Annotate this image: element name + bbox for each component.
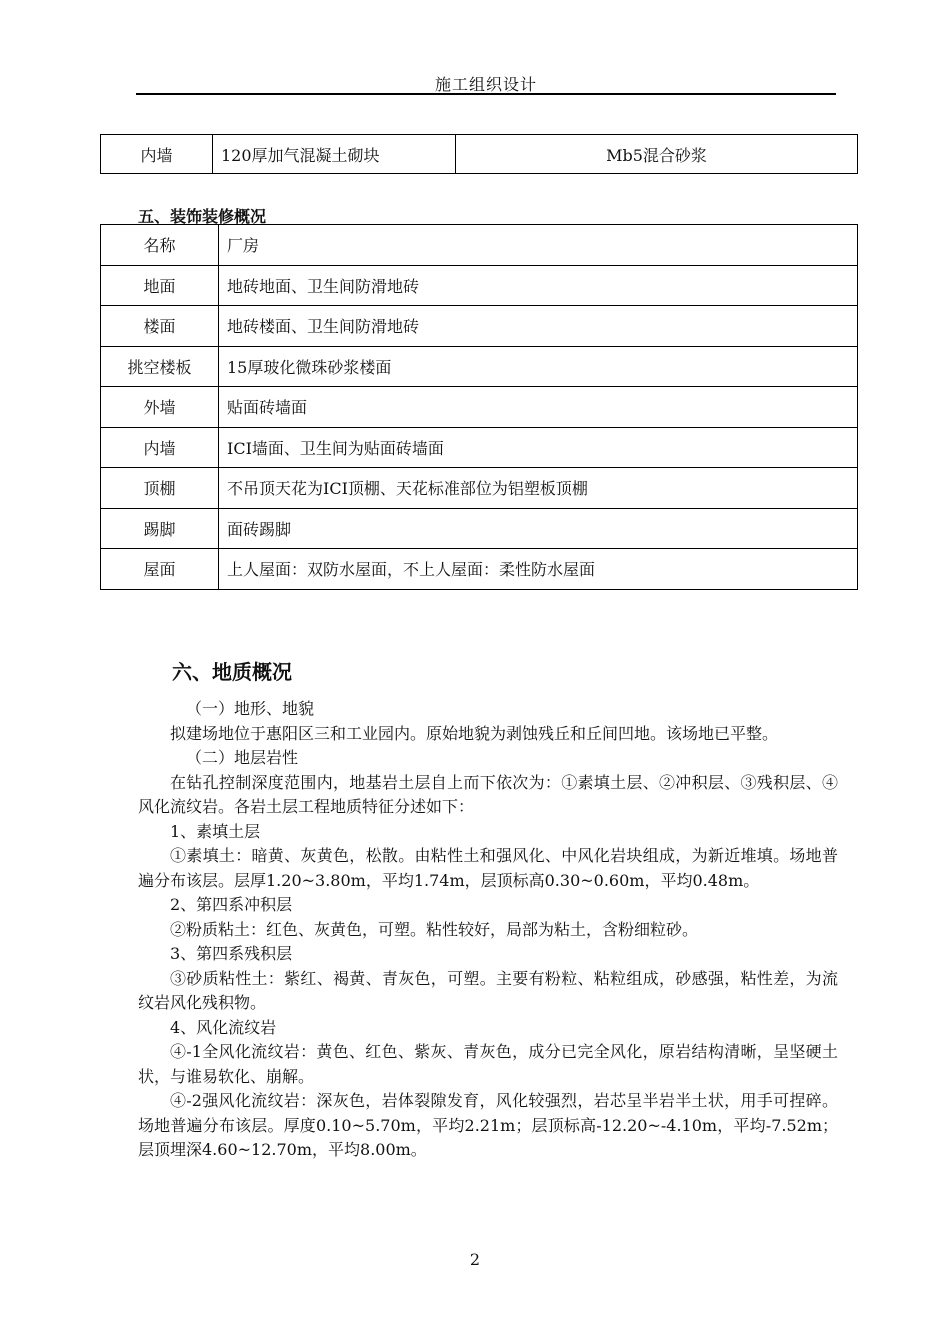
table-row <box>101 265 858 306</box>
row-value: 厂房 <box>219 225 858 266</box>
subheading: 2、第四系冲积层 <box>170 895 293 914</box>
row-value: 15厚玻化微珠砂浆楼面 <box>219 346 858 387</box>
row-value: 地砖楼面、卫生间防滑地砖 <box>219 306 858 347</box>
row-label: 内墙 <box>101 427 219 468</box>
paragraph: 在钻孔控制深度范围内，地基岩土层自上而下依次为：①素填土层、②冲积层、③残积层、④风化流纹岩。各岩土层工程地质特征分述如下： <box>138 772 838 816</box>
wall-table <box>100 134 858 174</box>
row-label: 楼面 <box>101 306 219 347</box>
table-row <box>101 427 858 468</box>
row-label: 屋面 <box>101 549 219 590</box>
subheading: （二）地层岩性 <box>186 748 299 767</box>
decoration-section-title: 五、装饰装修概况 <box>138 207 267 226</box>
paragraph: ②粉质粘土：红色、灰黄色，可塑。粘性较好，局部为粘土，含粉细粒砂。 <box>170 919 699 939</box>
row-value: ICI墙面、卫生间为贴面砖墙面 <box>219 427 858 468</box>
wall-material: 120厚加气混凝土砌块 <box>213 135 456 174</box>
paragraph: 拟建场地位于惠阳区三和工业园内。原始地貌为剥蚀残丘和丘间凹地。该场地已平整。 <box>170 723 779 743</box>
row-label: 顶棚 <box>101 468 219 509</box>
table-row <box>101 387 858 428</box>
row-label: 名称 <box>101 225 219 266</box>
decoration-table <box>100 224 858 590</box>
wall-mortar: Mb5混合砂浆 <box>456 135 858 174</box>
row-value: 不吊顶天花为ICI顶棚、天花标准部位为铝塑板顶棚 <box>219 468 858 509</box>
table-row <box>101 225 858 266</box>
page-header-title: 施工组织设计 <box>434 75 537 94</box>
table-row <box>101 508 858 549</box>
table-row <box>101 135 858 174</box>
paragraph: ④-1全风化流纹岩：黄色、红色、紫灰、青灰色，成分已完全风化，原岩结构清晰，呈坚硬土状，与谁易软化、崩解。 <box>138 1042 838 1086</box>
header-divider <box>136 93 836 95</box>
subheading: 4、风化流纹岩 <box>170 1017 277 1037</box>
row-label: 挑空楼板 <box>101 346 219 387</box>
paragraph: ①素填土：暗黄、灰黄色，松散。由粘性土和强风化、中风化岩块组成，为新近堆填。场地普遍分布该层。层厚1.20~3.80m，平均1.74m，层顶标高0.30~0.60m，平均0.48m。 <box>138 846 838 890</box>
paragraph: ④-2强风化流纹岩：深灰色，岩体裂隙发育，风化较强烈，岩芯呈半岩半土状，用手可捏碎。场地普遍分布该层。厚度0.10~5.70m，平均2.21m；层顶标高-12.20~-4.10m，平均-7.52m；层顶埋深4.60~12.70m，平均8.00m。 <box>138 1091 838 1159</box>
subheading: 1、素填土层 <box>170 821 261 841</box>
row-label: 踢脚 <box>101 508 219 549</box>
row-label: 外墙 <box>101 387 219 428</box>
paragraph: ③砂质粘性土：紫红、褐黄、青灰色，可塑。主要有粉粒、粘粒组成，砂感强，粘性差，为流纹岩风化残积物。 <box>138 968 838 1012</box>
subheading: 3、第四系残积层 <box>170 944 293 963</box>
row-value: 上人屋面：双防水屋面，不上人屋面：柔性防水屋面 <box>219 549 858 590</box>
geology-body <box>138 697 838 1163</box>
row-value: 地砖地面、卫生间防滑地砖 <box>219 265 858 306</box>
table-row <box>101 468 858 509</box>
table-row <box>101 549 858 590</box>
subheading: （一）地形、地貌 <box>186 699 315 718</box>
geology-section-title: 六、地质概况 <box>172 660 292 684</box>
row-label: 地面 <box>101 265 219 306</box>
table-row <box>101 346 858 387</box>
wall-label: 内墙 <box>101 135 213 174</box>
row-value: 贴面砖墙面 <box>219 387 858 428</box>
table-row <box>101 306 858 347</box>
page-number: 2 <box>469 1250 481 1269</box>
row-value: 面砖踢脚 <box>219 508 858 549</box>
